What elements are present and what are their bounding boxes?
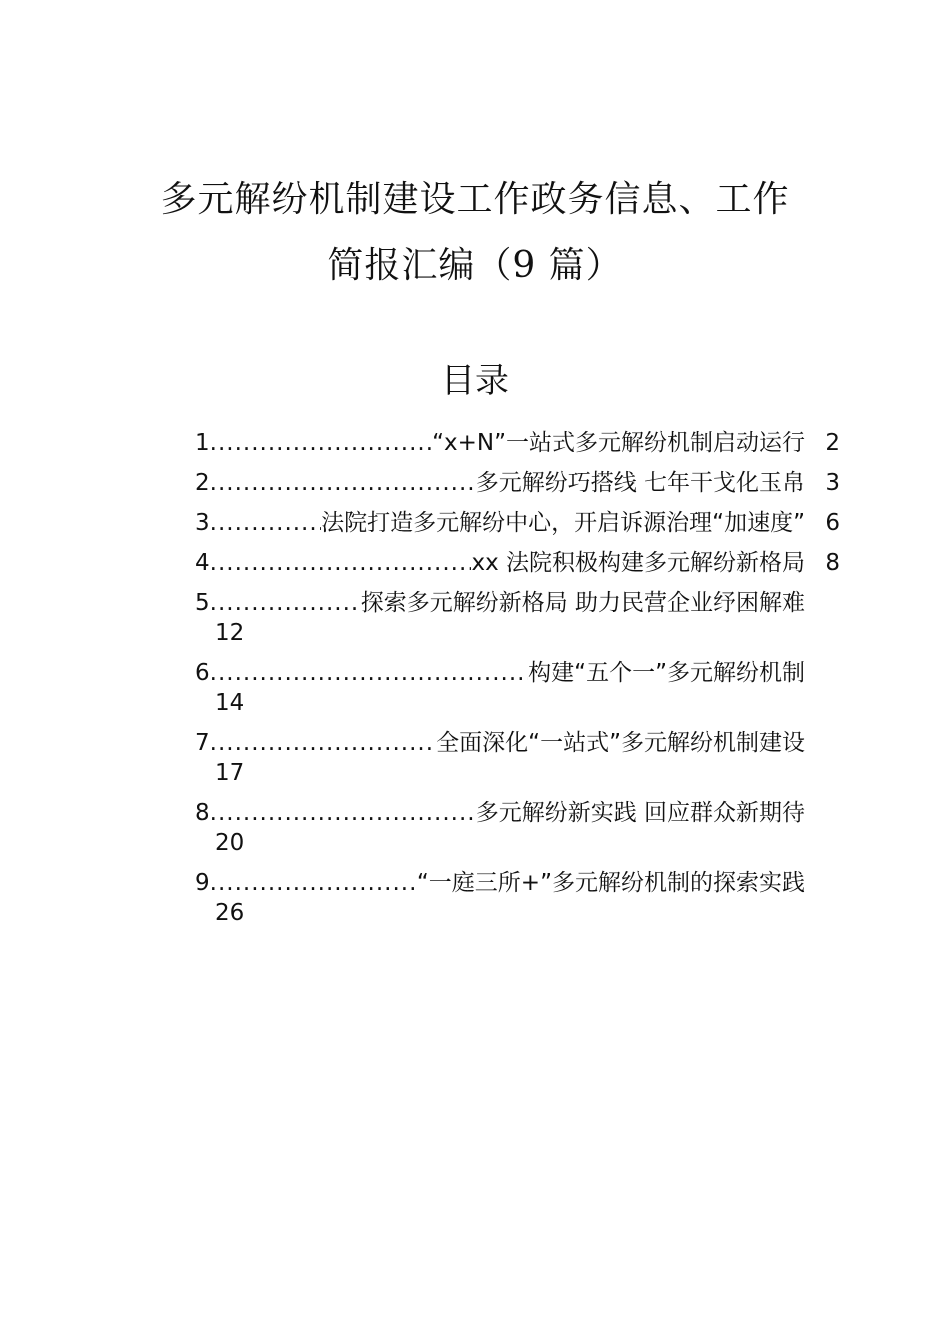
- toc-entry-2[interactable]: [195, 466, 840, 506]
- toc-entry-title: 构建“五个一”多元解纷机制: [528, 660, 805, 686]
- toc-leader-dots: [210, 796, 476, 830]
- toc-entry-7[interactable]: [195, 726, 840, 796]
- toc-entry-title: “x+N”一站式多元解纷机制启动运行: [432, 430, 805, 456]
- toc-leader-dots: [210, 466, 476, 500]
- toc-entry-page: 8: [825, 550, 840, 576]
- toc-entry-number: 7: [195, 730, 210, 756]
- toc-entry-number: 2: [195, 470, 210, 496]
- toc-entry-title: “一庭三所+”多元解纷机制的探索实践: [416, 870, 805, 896]
- toc-entry-page: 20: [215, 830, 245, 856]
- toc-entry-number: 5: [195, 590, 210, 616]
- toc-entry-4[interactable]: [195, 546, 840, 586]
- toc-entry-title: 多元解纷新实践 回应群众新期待: [475, 800, 805, 826]
- toc-entry-5[interactable]: [195, 586, 840, 656]
- toc-entry-title: 探索多元解纷新格局 助力民营企业纾困解难: [360, 590, 805, 616]
- document-title-line-2: 简报汇编（9 篇）: [327, 245, 623, 286]
- toc-heading: 目录: [441, 361, 509, 401]
- toc-entry-title: xx 法院积极构建多元解纷新格局: [471, 550, 805, 576]
- toc-entry-8[interactable]: [195, 796, 840, 866]
- toc-entry-page: 14: [215, 690, 245, 716]
- toc-entry-number: 1: [195, 430, 210, 456]
- toc-entry-page: 26: [215, 900, 245, 926]
- toc-entry-page: 17: [215, 760, 245, 786]
- toc-entry-page: 12: [215, 620, 245, 646]
- toc-entry-page: 2: [825, 430, 840, 456]
- toc-entry-title: 法院打造多元解纷中心，开启诉源治理“加速度”: [321, 510, 805, 536]
- toc-entry-number: 8: [195, 800, 210, 826]
- toc-entry-title: 多元解纷巧搭线 七年干戈化玉帛: [475, 470, 805, 496]
- toc-entry-number: 3: [195, 510, 210, 536]
- toc-leader-dots: [210, 866, 417, 900]
- toc-entry-title: 全面深化“一站式”多元解纷机制建设: [436, 730, 805, 756]
- toc-entry-3[interactable]: [195, 506, 840, 546]
- toc-entry-number: 6: [195, 660, 210, 686]
- toc-entry-1[interactable]: [195, 426, 840, 466]
- toc-leader-dots: [210, 656, 529, 690]
- toc-entry-number: 4: [195, 550, 210, 576]
- toc-leader-dots: [210, 726, 437, 760]
- toc-entry-number: 9: [195, 870, 210, 896]
- toc-entry-9[interactable]: [195, 866, 840, 936]
- table-of-contents: [195, 426, 840, 936]
- toc-entry-6[interactable]: [195, 656, 840, 726]
- toc-leader-dots: [210, 506, 322, 540]
- toc-entry-page: 6: [825, 510, 840, 536]
- document-title-line-1: 多元解纷机制建设工作政务信息、工作: [160, 179, 790, 220]
- toc-leader-dots: [210, 426, 432, 460]
- toc-leader-dots: [210, 586, 361, 620]
- toc-entry-page: 3: [825, 470, 840, 496]
- toc-leader-dots: [210, 546, 472, 580]
